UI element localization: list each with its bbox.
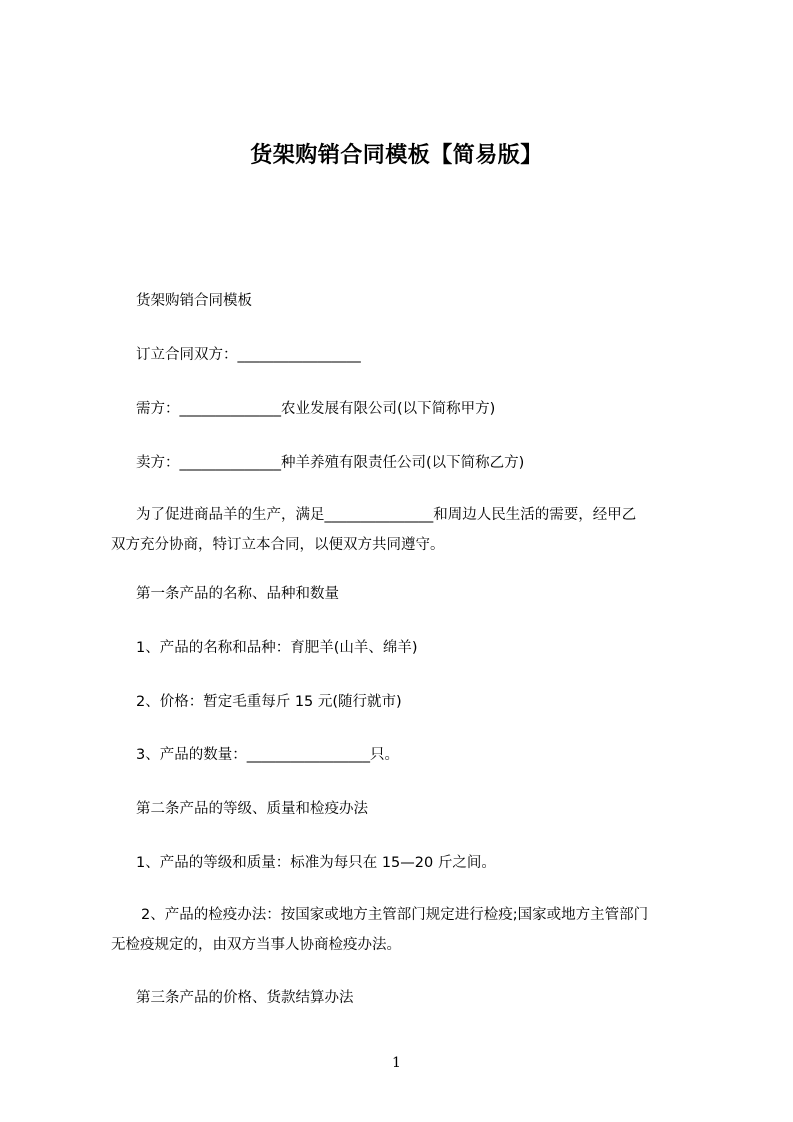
document-title: 货架购销合同模板【简易版】 — [250, 143, 543, 168]
article-2-item-1: 1、产品的等级和质量：标准为每只在 15—20 斤之间。 — [136, 855, 496, 871]
article-1-item-2: 2、价格：暂定毛重每斤 15 元(随行就市) — [136, 694, 402, 710]
article-2-item-2-line2: 无检疫规定的，由双方当事人协商检疫办法。 — [111, 937, 401, 953]
article-2-item-2 — [111, 900, 706, 960]
article-3-heading: 第三条产品的价格、货款结算办法 — [136, 990, 354, 1006]
article-1-heading: 第一条产品的名称、品种和数量 — [136, 586, 339, 602]
article-1-item-3: 3、产品的数量：_________________只。 — [136, 747, 399, 763]
paragraph-purpose-line1: 为了促进商品羊的生产，满足_______________和周边人民生活的需要，经甲乙 — [136, 507, 637, 523]
paragraph-parties: 订立合同双方：_________________ — [136, 347, 361, 363]
paragraph-buyer: 需方：______________农业发展有限公司(以下简称甲方) — [136, 401, 496, 417]
article-1-item-1: 1、产品的名称和品种：育肥羊(山羊、绵羊) — [136, 640, 418, 656]
paragraph-purpose-line2: 双方充分协商，特订立本合同，以便双方共同遵守。 — [111, 537, 445, 553]
article-2-heading: 第二条产品的等级、质量和检疫办法 — [136, 801, 368, 817]
article-2-item-2-line1: 2、产品的检疫办法：按国家或地方主管部门规定进行检疫;国家或地方主管部门 — [141, 907, 649, 923]
paragraph-heading: 货架购销合同模板 — [136, 293, 252, 309]
page-number: 1 — [392, 1055, 401, 1071]
paragraph-seller: 卖方：______________种羊养殖有限责任公司(以下简称乙方) — [136, 455, 525, 471]
paragraph-purpose — [111, 500, 706, 560]
